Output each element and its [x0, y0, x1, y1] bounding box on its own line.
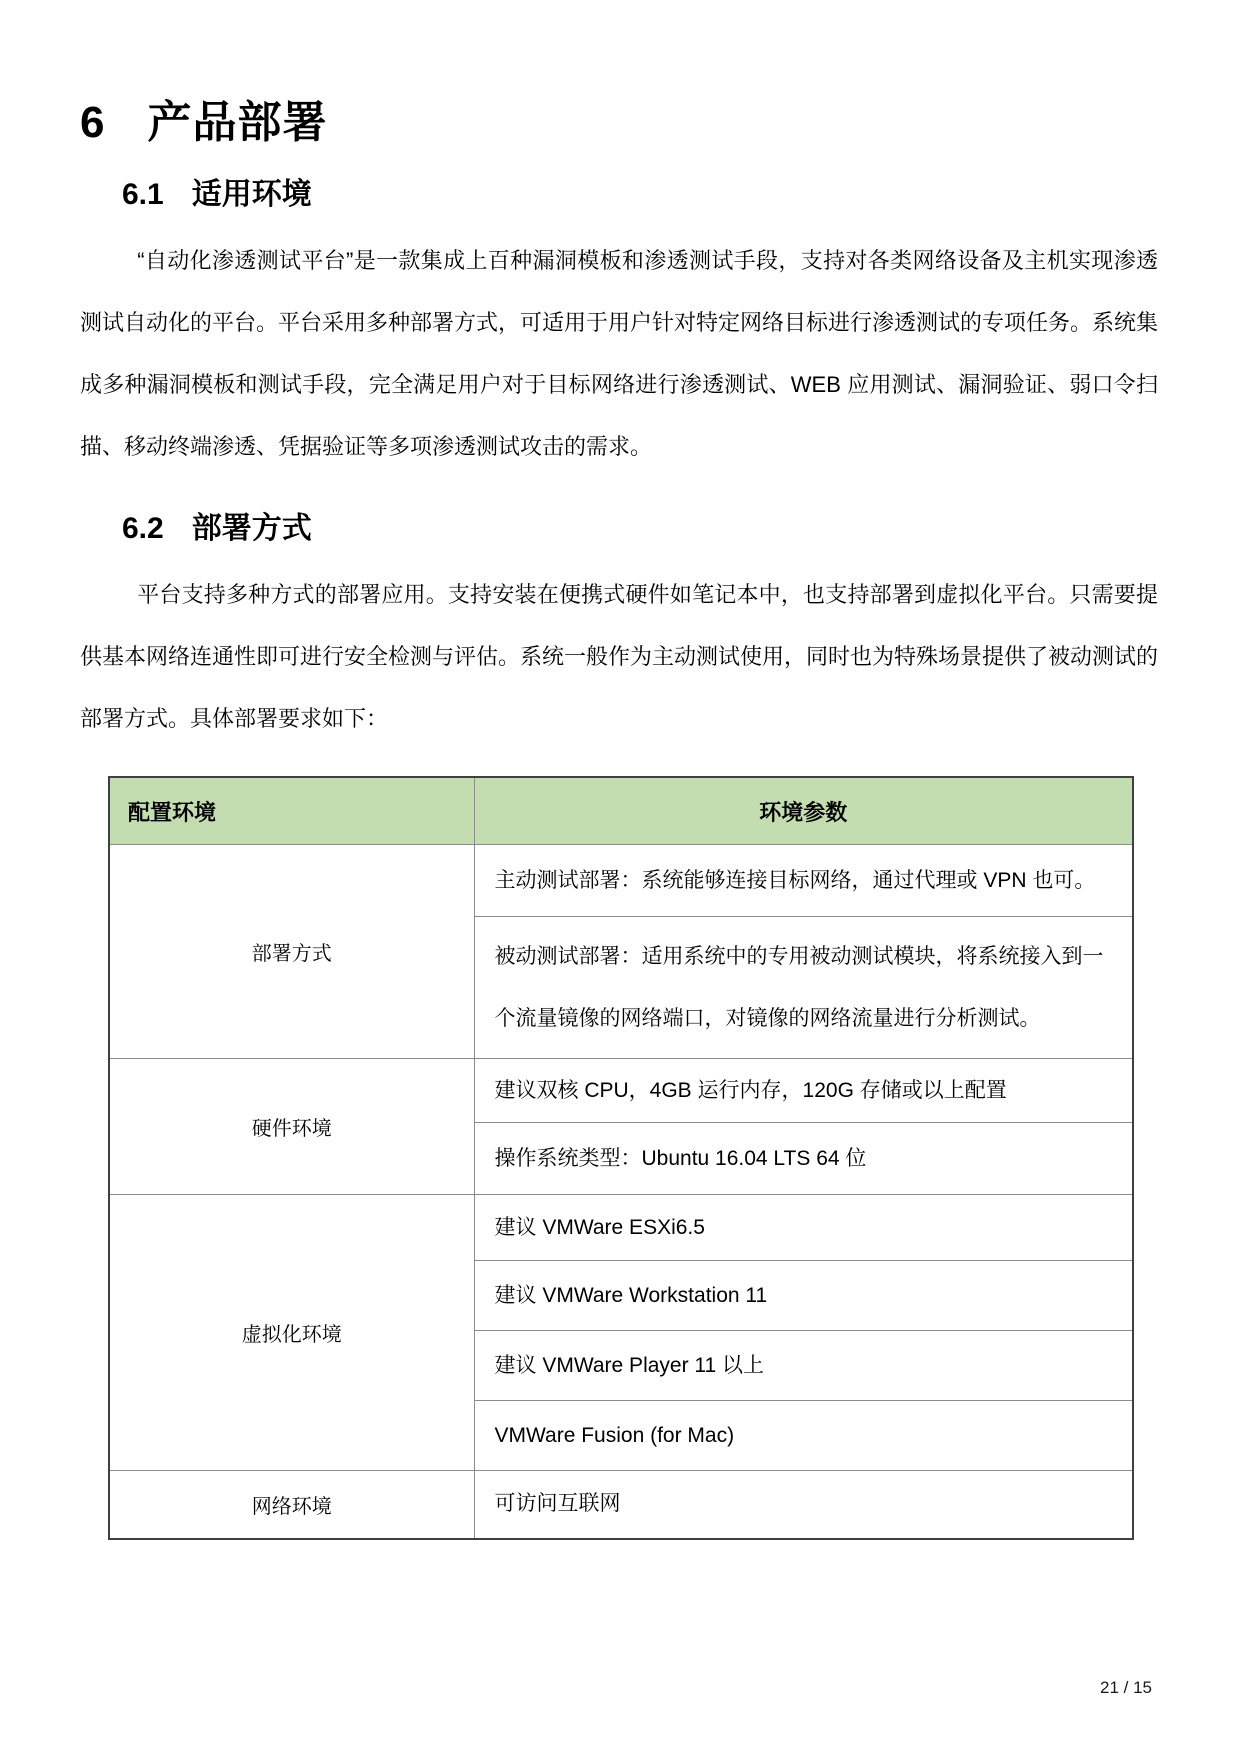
cell-os-type: 操作系统类型：Ubuntu 16.04 LTS 64 位 [474, 1123, 1133, 1195]
cell-passive-test-deploy: 被动测试部署：适用系统中的专用被动测试模块，将系统接入到一个流量镜像的网络端口，对镜像的网络流量进行分析测试。 [474, 917, 1133, 1059]
cell-active-test-deploy: 主动测试部署：系统能够连接目标网络，通过代理或 VPN 也可。 [474, 845, 1133, 917]
row-group-label-virtualization-env: 虚拟化环境 [109, 1195, 474, 1471]
chapter-title-text: 产品部署 [147, 98, 328, 147]
section-heading-6-2 [122, 506, 1240, 552]
row-group-label-hardware-env: 硬件环境 [109, 1059, 474, 1195]
section-6-2-paragraph: 平台支持多种方式的部署应用。支持安装在便携式硬件如笔记本中，也支持部署到虚拟化平台。只需要提供基本网络连通性即可进行安全检测与评估。系统一般作为主动测试使用，同时也为特殊场景提供了被动测试的部署方式。具体部署要求如下： [80, 582, 1159, 731]
section-heading-text-6-2: 部署方式 [191, 512, 312, 545]
cell-vmware-workstation: 建议 VMWare Workstation 11 [474, 1261, 1133, 1331]
table-header-config-env: 配置环境 [109, 777, 474, 845]
section-heading-6-1 [122, 172, 1240, 218]
cell-vmware-player: 建议 VMWare Player 11 以上 [474, 1331, 1133, 1401]
cell-internet-access: 可访问互联网 [474, 1471, 1133, 1539]
chapter-title [80, 88, 1240, 158]
deployment-requirements-table [108, 776, 1134, 1540]
table-row [109, 1059, 1133, 1123]
table-header-env-params: 环境参数 [474, 777, 1133, 845]
section-heading-text-6-1: 适用环境 [191, 178, 312, 211]
row-group-label-network-env: 网络环境 [109, 1471, 474, 1539]
cell-hardware-spec: 建议双核 CPU，4GB 运行内存，120G 存储或以上配置 [474, 1059, 1133, 1123]
chapter-number: 6 [80, 98, 106, 147]
table-row [109, 845, 1133, 917]
table-header-row [109, 777, 1133, 845]
section-number-6-2: 6.2 [122, 512, 164, 545]
table-row [109, 1471, 1133, 1539]
page-number: 21 / 15 [1100, 1678, 1152, 1697]
row-group-label-deploy-mode: 部署方式 [109, 845, 474, 1059]
section-6-1-paragraph: “自动化渗透测试平台”是一款集成上百种漏洞模板和渗透测试手段，支持对各类网络设备及主机实现渗透测试自动化的平台。平台采用多种部署方式，可适用于用户针对特定网络目标进行渗透测试的专项任务。系统集成多种漏洞模板和测试手段，完全满足用户对于目标网络进行渗透测试、WEB 应用测试、漏洞验证、弱口令扫描、移动终端渗透、凭据验证等多项渗透测试攻击的需求。 [80, 248, 1159, 459]
cell-vmware-fusion: VMWare Fusion (for Mac) [474, 1401, 1133, 1471]
table-row [109, 1195, 1133, 1261]
cell-vmware-esxi: 建议 VMWare ESXi6.5 [474, 1195, 1133, 1261]
section-number-6-1: 6.1 [122, 178, 164, 211]
